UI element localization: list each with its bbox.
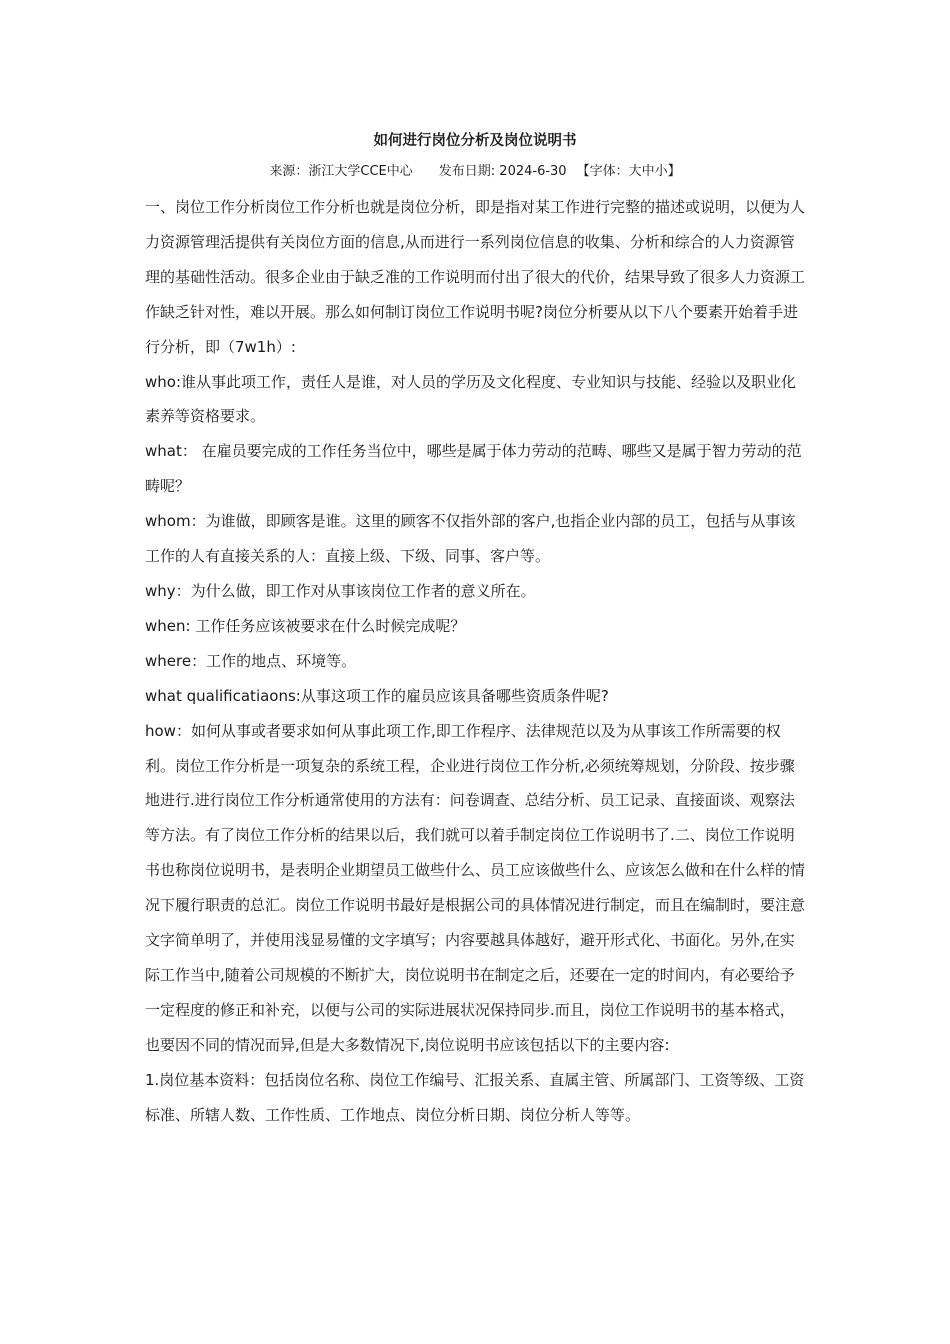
- paragraph-who: who:谁从事此项工作，责任人是谁，对人员的学历及文化程度、专业知识与技能、经验以及职业化素养等资格要求。: [145, 372, 797, 426]
- document-body: [145, 190, 805, 1132]
- paragraph-intro: 一、岗位工作分析岗位工作分析也就是岗位分析，即是指对某工作进行完整的描述或说明，以便为人力资源管理活提供有关岗位方面的信息,从而进行一系列岗位信息的收集、分析和综合的人力资源管理的基础性活动。很多企业由于缺乏准的工作说明而付出了很大的代价，结果导致了很多人力资源工作缺乏针对性，难以开展。那么如何制订岗位工作说明书呢?岗位分析要从以下八个要素开始着手进行分析，即（7w1h）:: [145, 198, 806, 356]
- paragraph-when: when: 工作任务应该被要求在什么时候完成呢？: [145, 616, 466, 635]
- paragraph-basic-info: 1.岗位基本资料：包括岗位名称、岗位工作编号、汇报关系、直属主管、所属部门、工资等级、工资标准、所辖人数、工作性质、工作地点、岗位分析日期、岗位分析人等等。: [145, 1070, 805, 1124]
- paragraph-what: what： 在雇员要完成的工作任务当位中，哪些是属于体力劳动的范畴、哪些又是属于智力劳动的范畴呢？: [145, 442, 802, 496]
- font-size-selector[interactable]: 【字体：大中小】: [576, 164, 681, 179]
- paragraph-whom: whom：为谁做，即顾客是谁。这里的顾客不仅指外部的客户,也指企业内部的员工，包括与从事该工作的人有直接关系的人：直接上级、下级、同事、客户等。: [145, 512, 796, 566]
- publish-date-text: 发布日期: 2024-6-30: [438, 164, 567, 179]
- document-meta: [0, 163, 950, 181]
- paragraph-where: where：工作的地点、环境等。: [145, 651, 357, 670]
- paragraph-qualifications: what qualificatiaons:从事这项工作的雇员应该具备哪些资质条件呢?: [145, 686, 609, 705]
- paragraph-why: why：为什么做，即工作对从事该岗位工作者的意义所在。: [145, 581, 536, 600]
- document-title: 如何进行岗位分析及岗位说明书: [373, 133, 577, 149]
- source-text: 来源：浙江大学CCE中心: [269, 164, 413, 179]
- paragraph-how: how：如何从事或者要求如何从事此项工作,即工作程序、法律规范以及为从事该工作所需要的权利。岗位工作分析是一项复杂的系统工程，企业进行岗位工作分析,必须统筹规划，分阶段、按步骤地进行.进行岗位工作分析通常使用的方法有：问卷调查、总结分析、员工记录、直接面谈、观察法等方法。有了岗位工作分析的结果以后，我们就可以着手制定岗位工作说明书了.二、岗位工作说明书也称岗位说明书，是表明企业期望员工做些什么、员工应该做些什么、应该怎么做和在什么样的情况下履行职责的总汇。岗位工作说明书最好是根据公司的具体情况进行制定，而且在编制时，要注意文字简单明了，并使用浅显易懂的文字填写；内容要越具体越好，避开形式化、书面化。另外,在实际工作当中,随着公司规模的不断扩大，岗位说明书在制定之后，还要在一定的时间内，有必要给予一定程度的修正和补充，以便与公司的实际进展状况保持同步.而且，岗位工作说明书的基本格式，也要因不同的情况而异,但是大多数情况下,岗位说明书应该包括以下的主要内容:: [145, 721, 806, 1054]
